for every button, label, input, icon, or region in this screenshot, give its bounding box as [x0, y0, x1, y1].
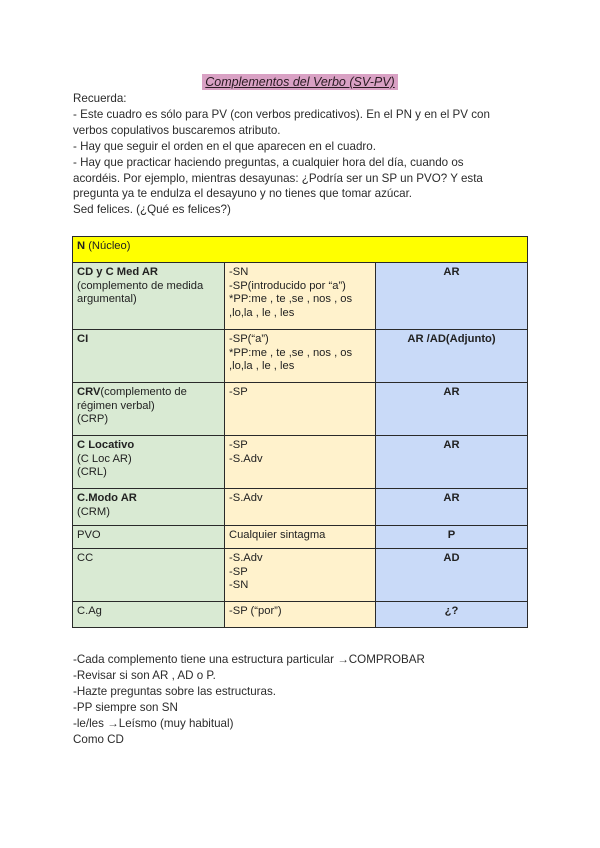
type-cell: AR — [376, 383, 528, 436]
complement-cell — [73, 383, 225, 436]
complement-name: C Locativo — [77, 439, 135, 451]
note-line: -le/les →Leísmo (muy habitual) — [73, 716, 234, 730]
table-row — [73, 526, 528, 549]
structure-cell: -S.Adv -SP -SN — [225, 549, 376, 602]
type-cell: P — [376, 526, 528, 549]
intro-line: Recuerda: — [73, 92, 127, 105]
note-line: -Cada complemento tiene una estructura particular →COMPROBAR — [73, 653, 425, 666]
table-row — [73, 330, 528, 383]
structure-cell: -SP -S.Adv — [225, 436, 376, 489]
complement-desc: (complemento de régimen verbal) (CRP) — [77, 386, 187, 426]
intro-line: verbos copulativos buscaremos atributo. — [73, 123, 281, 137]
complement-cell: C.Ag — [73, 602, 225, 628]
complement-cell — [73, 436, 225, 489]
intro-text — [73, 91, 535, 218]
type-cell: AR — [376, 263, 528, 330]
complement-name: CD y C Med AR — [77, 266, 159, 278]
complement-desc: (CRM) — [77, 505, 110, 518]
structure-cell: Cualquier sintagma — [225, 526, 376, 549]
page-title: Complementos del Verbo (SV-PV) — [202, 74, 397, 90]
table-row — [73, 383, 528, 436]
complement-cell: CC — [73, 549, 225, 602]
type-cell: ¿? — [376, 602, 528, 628]
note-line: -Revisar si son AR , AD o P. — [73, 668, 216, 682]
complement-name: CI — [77, 333, 89, 345]
table-row — [73, 489, 528, 526]
title-container — [0, 73, 600, 91]
structure-cell: -SP (“por”) — [225, 602, 376, 628]
intro-line: pregunta ya te endulza el desayuno y no tienes que tomar azúcar. — [73, 187, 413, 201]
note-line: Como CD — [73, 732, 124, 746]
complement-cell: PVO — [73, 526, 225, 549]
intro-line: - Hay que seguir el orden en el que aparecen en el cuadro. — [73, 139, 376, 153]
table-header-row — [73, 237, 528, 263]
intro-line: Sed felices. (¿Qué es felices?) — [73, 203, 231, 217]
type-cell: AD — [376, 549, 528, 602]
note-line: -Hazte preguntas sobre las estructuras. — [73, 684, 276, 698]
header-rest: (Núcleo) — [85, 240, 131, 252]
intro-line: - Hay que practicar haciendo preguntas, a cualquier hora del día, cuando os — [73, 155, 464, 169]
type-cell: AR — [376, 436, 528, 489]
structure-cell: -SP — [225, 383, 376, 436]
header-cell — [73, 237, 528, 263]
intro-line: - Este cuadro es sólo para PV (con verbos predicativos). En el PN y en el PV con — [73, 107, 490, 121]
table-row — [73, 263, 528, 330]
structure-cell: -SN -SP(introducido por “a”) *PP:me , te ,se , nos , os ,lo,la , le , les — [225, 263, 376, 330]
complement-name: C.Modo AR — [77, 492, 137, 504]
table-row — [73, 602, 528, 628]
structure-cell: -S.Adv — [225, 489, 376, 526]
note-line: -PP siempre son SN — [73, 700, 178, 714]
complement-cell — [73, 489, 225, 526]
complement-cell — [73, 263, 225, 330]
complements-table — [72, 236, 528, 628]
table-row — [73, 549, 528, 602]
complement-cell — [73, 330, 225, 383]
table-row — [73, 436, 528, 489]
complement-name: CRV — [77, 386, 101, 398]
notes-text — [73, 652, 535, 747]
complement-desc: (C Loc AR) (CRL) — [77, 452, 132, 479]
type-cell: AR — [376, 489, 528, 526]
complement-desc: (complemento de medida argumental) — [77, 279, 204, 306]
header-bold: N — [77, 240, 86, 252]
structure-cell: -SP(“a”) *PP:me , te ,se , nos , os ,lo,la , le , les — [225, 330, 376, 383]
intro-line: acordéis. Por ejemplo, mientras desayunas: ¿Podría ser un SP un PVO? Y esta — [73, 171, 483, 185]
type-cell: AR /AD(Adjunto) — [376, 330, 528, 383]
